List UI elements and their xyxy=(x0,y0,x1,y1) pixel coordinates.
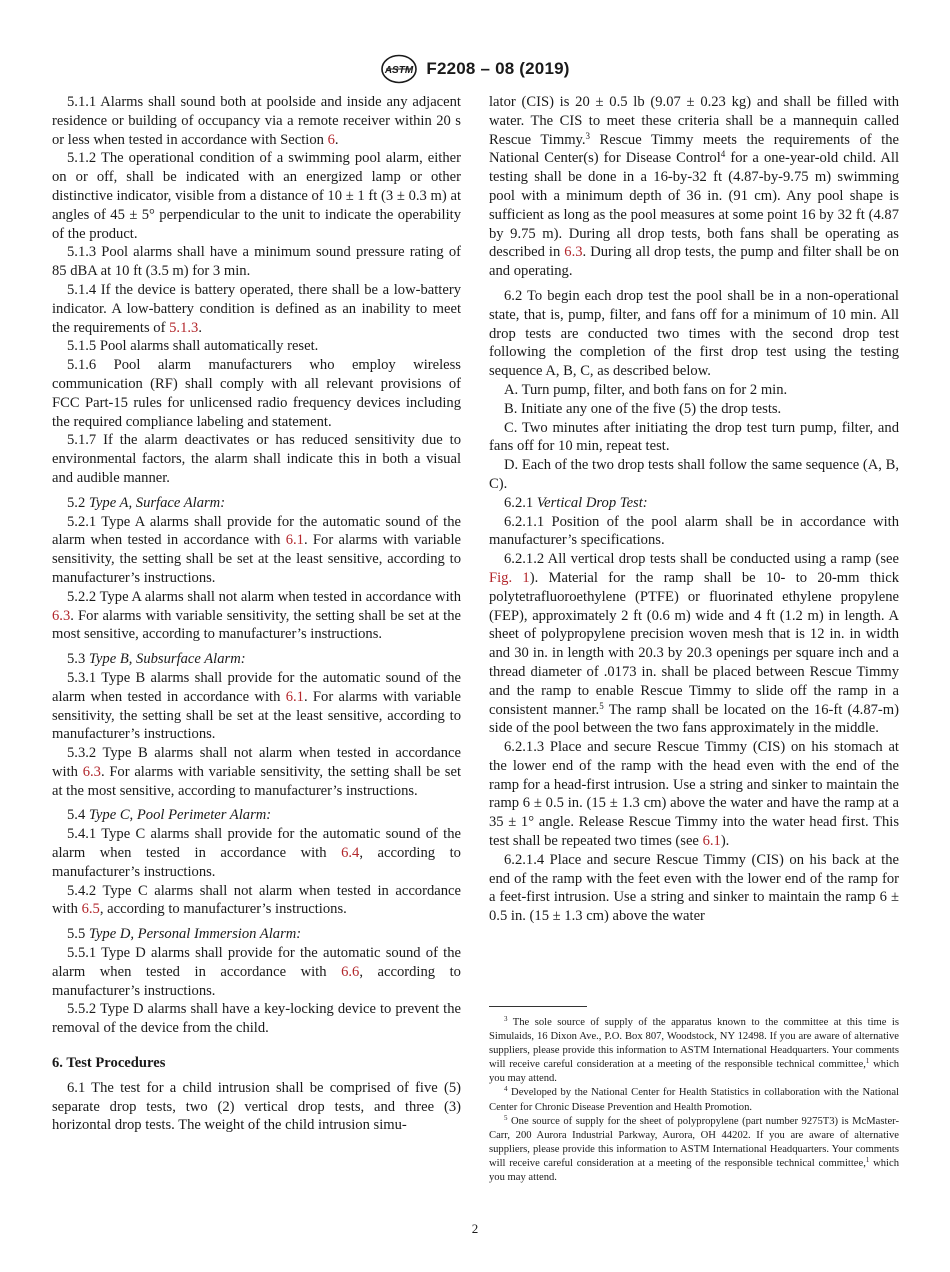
link-fig-1[interactable]: Fig. 1 xyxy=(489,569,530,586)
step-b: B. Initiate any one of the five (5) the drop tests. xyxy=(504,400,782,417)
para-5-5-2: 5.5.2 Type D alarms shall have a key-locking device to prevent the removal of the device from the child. xyxy=(52,1001,461,1037)
link-6-3[interactable]: 6.3 xyxy=(564,244,583,261)
left-column xyxy=(52,93,461,1135)
section-5-2-title: 5.2 Type A, Surface Alarm: xyxy=(67,494,226,511)
link-6-5[interactable]: 6.5 xyxy=(81,901,100,918)
link-6-1[interactable]: 6.1 xyxy=(285,532,304,549)
page-header xyxy=(0,54,950,84)
para-5-5-1: 5.5.1 Type D alarms shall provide for the automatic sound of the alarm when tested in accordance with 6.6, according to manufacturer’s instructions. xyxy=(52,945,461,999)
para-5-1-1: 5.1.1 Alarms shall sound both at poolside and inside any adjacent residence or building of occupancy via a remote receiver within 20 s or less when tested in accordance with Section 6. xyxy=(52,94,461,148)
para-6-2-1-3: 6.2.1.3 Place and secure Rescue Timmy (CIS) on his stomach at the lower end of the ramp with the head even with the end of the ramp for a head-first intrusion. Use a string and sinker to maintain the ramp 6 ± 0.5 in. (15 ± 1.3 cm) above the water and have the ramp at a 35 ± 1° angle. Release Rescue Timmy into the water head first. This test shall be repeated two times (see 6.1). xyxy=(489,739,899,850)
para-5-1-4: 5.1.4 If the device is battery operated, there shall be a low-battery indicator. A low-battery condition is defined as an inability to meet the requirements of 5.1.3. xyxy=(52,281,461,336)
para-5-4-2: 5.4.2 Type C alarms shall not alarm when tested in accordance with 6.5, according to manufacturer’s instructions. xyxy=(52,882,461,918)
link-6-3[interactable]: 6.3 xyxy=(52,607,71,624)
footnote-ref-4[interactable]: 4 xyxy=(720,149,726,160)
para-5-1-6: 5.1.6 Pool alarm manufacturers who employ wireless communication (RF) shall comply with all relevant provisions of FCC Part-15 rules for unlicensed radio frequency devices including the required compliance labeling and statement. xyxy=(52,357,461,430)
footnote-ref-3[interactable]: 3 xyxy=(585,130,591,141)
section-5-4-title: 5.4 Type C, Pool Perimeter Alarm: xyxy=(67,807,272,824)
section-5-3-title: 5.3 Type B, Subsurface Alarm: xyxy=(67,651,246,668)
astm-logo-text: ASTM xyxy=(385,65,414,76)
link-6-1[interactable]: 6.1 xyxy=(702,833,721,850)
step-d: D. Each of the two drop tests shall follow the same sequence (A, B, C). xyxy=(489,457,899,492)
para-6-1-continued: lator (CIS) is 20 ± 0.5 lb (9.07 ± 0.23 kg) and shall be filled with water. The CIS to meet these criteria shall be a mannequin called Rescue Timmy.$^3$ Rescue Timmy meets the requirements of the National Center(s) for Disease Control$^4$ for a one-year-old child. All testing shall be done in a 16-by-32 ft (4.87-by-9.75 m) swimming pool with a minimum depth of 36 in. (91 cm). Any pool shape is sufficient as long as the pool measures at some point 16 by 32 ft (4.87 by 9.75 m). During all drop tests, both fans shall be operating as described in 6.3. During all drop tests, the pump and filter shall be on and operating. xyxy=(489,94,899,280)
section-6-2-1-title: 6.2.1 Vertical Drop Test: xyxy=(504,494,648,511)
footnote-ref-5[interactable]: 5 xyxy=(599,700,604,711)
link-6-1[interactable]: 6.1 xyxy=(285,688,304,705)
section-5-5-title: 5.5 Type D, Personal Immersion Alarm: xyxy=(67,926,302,943)
para-5-1-7: 5.1.7 If the alarm deactivates or has reduced sensitivity due to environmental factors, the alarm shall indicate this in both a visual and audible manner. xyxy=(52,432,461,486)
link-6-4[interactable]: 6.4 xyxy=(341,845,360,862)
para-5-1-2: 5.1.2 The operational condition of a swimming pool alarm, either on or off, shall be indicated with an energized lamp or other distinctive indicator, visible from a distance of 10 ± 1 ft (3 ± 0.3 m) at angles of 45 ± 5° perpendicular to the unit to indicate the operability of the product. xyxy=(52,150,461,242)
link-section-6[interactable]: 6 xyxy=(327,131,335,148)
footnote-5: $^5$ One source of supply for the sheet of polypropylene (part number 9275T3) is McMaster-Carr, 200 Aurora Industrial Parkway, Aurora, OH 44202. If you are aware of alternative suppliers, please provide this information to ASTM International Headquarters. Your comments will receive careful consideration at a meeting of the responsible technical committee,$^1$ which you may attend. xyxy=(489,1113,899,1184)
link-5-1-3[interactable]: 5.1.3 xyxy=(169,319,199,336)
step-a: A. Turn pump, filter, and both fans on for 2 min. xyxy=(504,381,788,398)
para-5-3-1: 5.3.1 Type B alarms shall provide for the automatic sound of the alarm when tested in accordance with 6.1. For alarms with variable sensitivity, the setting shall be set at the least sensitive, according to manufacturer’s instructions. xyxy=(52,669,461,743)
para-5-1-5: 5.1.5 Pool alarms shall automatically reset. xyxy=(67,338,319,355)
link-6-6[interactable]: 6.6 xyxy=(341,963,360,980)
para-5-2-1: 5.2.1 Type A alarms shall provide for the automatic sound of the alarm when tested in accordance with 6.1. For alarms with variable sensitivity, the setting shall be set at the least sensitive, according to manufacturer’s instructions. xyxy=(52,513,461,586)
para-6-2-1-4: 6.2.1.4 Place and secure Rescue Timmy (CIS) on his back at the end of the ramp with the feet even with the lower end of the ramp for a feet-first intrusion. Use a string and sinker to maintain the ramp 6 ± 0.5 in. (15 ± 1.3 cm) above the water xyxy=(489,851,899,925)
astm-logo-icon xyxy=(380,54,418,84)
para-5-2-2: 5.2.2 Type A alarms shall not alarm when tested in accordance with 6.3. For alarms with variable sensitivity, the setting shall be set at the most sensitive, according to manufacturer’s instructions. xyxy=(52,588,461,643)
para-5-3-2: 5.3.2 Type B alarms shall not alarm when tested in accordance with 6.3. For alarms with variable sensitivity, the setting shall be set at the most sensitive, according to manufacturer’s instructions. xyxy=(52,745,461,799)
footnote-divider xyxy=(489,1006,587,1007)
para-6-2-1-1: 6.2.1.1 Position of the pool alarm shall be in accordance with manufacturer’s specifications. xyxy=(489,513,899,549)
para-6-2: 6.2 To begin each drop test the pool shall be in a non-operational state, that is, pump, filter, and fans off for a minimum of 10 min. All drop tests are conducted two times with the second drop test following the completion of the first drop test using the testing sequence A, B, C, as described below. xyxy=(489,287,899,380)
para-5-1-3: 5.1.3 Pool alarms shall have a minimum sound pressure rating of 85 dBA at 10 ft (3.5 m) for 3 min. xyxy=(52,244,461,280)
footnotes xyxy=(489,1016,899,1185)
para-5-4-1: 5.4.1 Type C alarms shall provide for the automatic sound of the alarm when tested in accordance with 6.4, according to manufacturer’s instructions. xyxy=(52,826,461,880)
para-6-2-1-2: 6.2.1.2 All vertical drop tests shall be conducted using a ramp (see Fig. 1). Material for the ramp shall be 10- to 20-mm thick polytetrafluoroethylene (PTFE) or fluorinated ethylene propylene (FEP), approximately 2 ft (0.6 m) wide and 4 ft (1.2 m) in length. A sheet of polypropylene precision woven mesh that is 12 in. in width and 30 in. in length with 20.3 by 20.3 openings per square inch and a thread diameter of .0173 in. shall be placed between Rescue Timmy and the ramp to enable Rescue Timmy to slide off the ramp in a consistent manner.$^5$ The ramp shall be located on the 16-ft (4.87-m) side of the pool between the two fans approximately in the middle. xyxy=(489,551,899,737)
page-number: 2 xyxy=(471,1221,479,1236)
para-6-1: 6.1 The test for a child intrusion shall be comprised of five (5) separate drop tests, two (2) vertical drop tests, and three (3) horizontal drop tests. The weight of the child intrusion simu- xyxy=(52,1079,461,1134)
link-6-3[interactable]: 6.3 xyxy=(82,763,101,780)
step-c: C. Two minutes after initiating the drop test turn pump, filter, and fans off for 10 min, repeat test. xyxy=(489,419,899,455)
section-6-heading: 6. Test Procedures xyxy=(52,1055,166,1072)
footnote-3: $^3$ The sole source of supply of the apparatus known to the committee at this time is Simulaids, 16 Dixon Ave., P.O. Box 807, Woodstock, NY 12498. If you are aware of alternative suppliers, please provide this information to ASTM International Headquarters. Your comments will receive careful consideration at a meeting of the responsible technical committee,$^1$ which you may attend. xyxy=(489,1015,899,1085)
right-column xyxy=(489,93,899,926)
standard-designation: F2208 – 08 (2019) xyxy=(426,59,570,78)
footnote-4: $^4$ Developed by the National Center for Health Statistics in collaboration with the National Center for Chronic Disease Prevention and Health Promotion. xyxy=(489,1085,899,1113)
